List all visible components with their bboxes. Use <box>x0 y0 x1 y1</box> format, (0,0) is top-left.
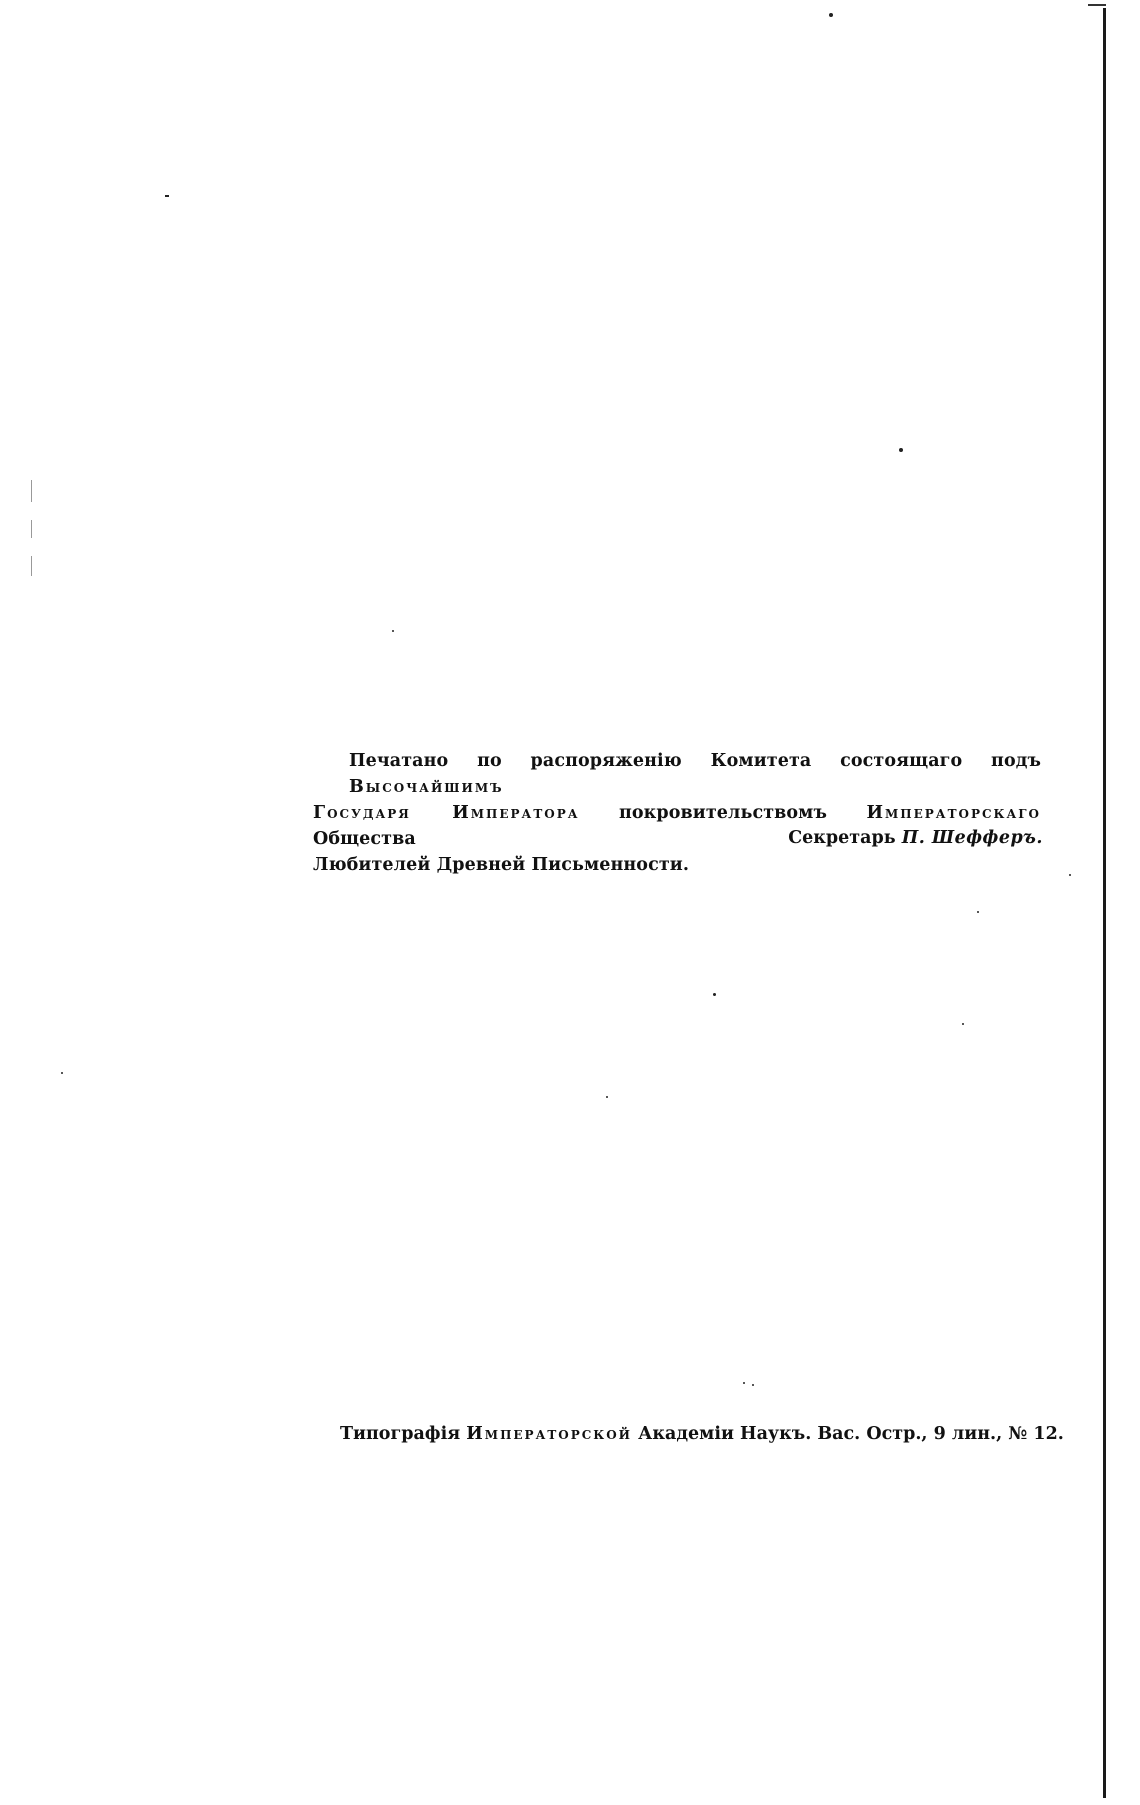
imprint-line-2-smallcaps-a: Государя Императора <box>313 803 580 823</box>
scan-speck <box>962 1023 964 1025</box>
imprint-line-3: Любителей Древней Письменности. <box>313 855 690 875</box>
imprint-line-2-smallcaps-b: Императорскаго <box>866 803 1041 823</box>
imprint-line-1-text: Печатано по распоряженію Комитета состоящаго подъ <box>349 751 1041 771</box>
scan-edge-left-mark <box>31 556 32 576</box>
scan-speck <box>977 911 979 913</box>
printer-smallcaps: Императорской <box>466 1424 633 1444</box>
scan-speck <box>829 13 833 17</box>
secretary-signature <box>788 828 1043 848</box>
imprint-line-1-smallcaps: Высочайшимъ <box>349 777 504 797</box>
imprint-line-2-middle: покровительствомъ <box>618 803 828 823</box>
scan-speck <box>61 1072 63 1074</box>
printer-colophon <box>340 1424 1064 1444</box>
printer-prefix: Типографія <box>340 1424 461 1444</box>
scan-edge-right <box>1103 8 1106 1798</box>
scan-speck <box>713 993 716 996</box>
signature-name: П. Шефферъ. <box>901 828 1043 848</box>
signature-title: Секретарь <box>788 828 896 848</box>
scan-speck <box>606 1096 608 1098</box>
scan-edge-left-mark <box>31 480 32 502</box>
printer-rest: Академіи Наукъ. Вас. Остр., 9 лин., № 12. <box>638 1424 1064 1444</box>
scan-speck <box>743 1382 745 1384</box>
scan-speck <box>899 448 903 452</box>
scan-edge-corner <box>1088 4 1106 6</box>
imprint-notice <box>313 748 1041 878</box>
scan-speck <box>1069 874 1071 876</box>
imprint-line-1 <box>313 748 1041 800</box>
scan-speck <box>392 630 394 632</box>
scan-speck <box>752 1384 754 1386</box>
imprint-line-2-end: Общества <box>313 829 416 849</box>
scan-edge-left-mark <box>31 520 32 538</box>
scan-speck <box>165 195 169 197</box>
